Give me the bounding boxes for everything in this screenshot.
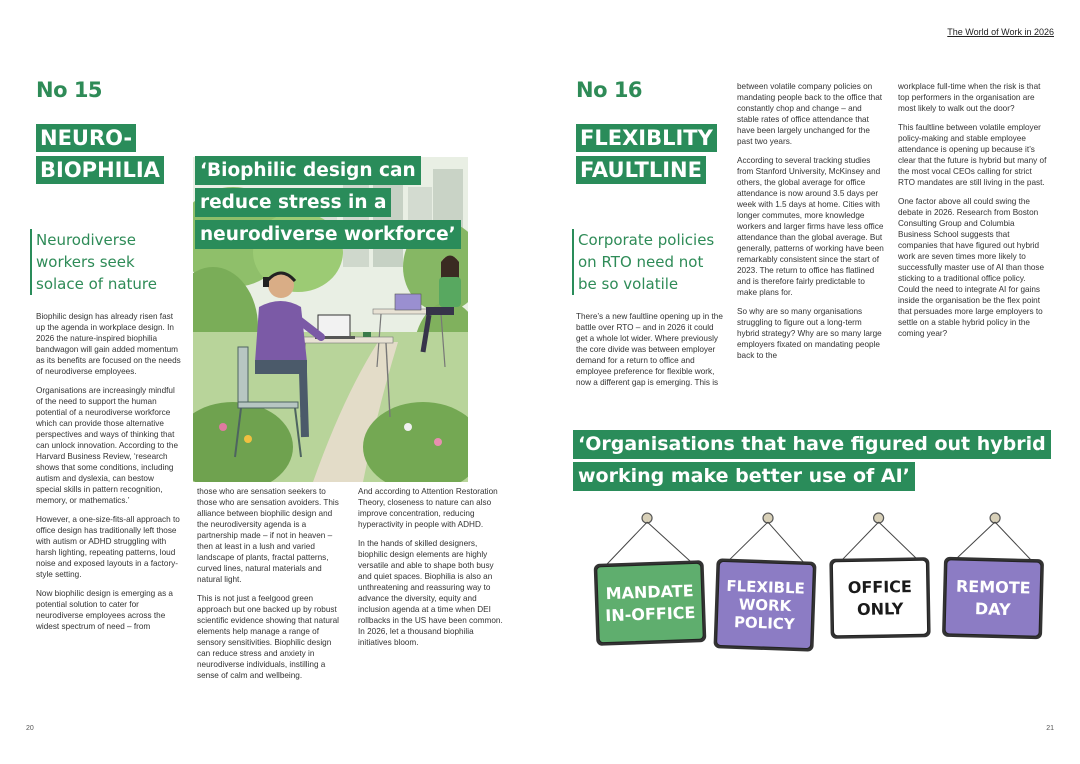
sign-label: IN-OFFICE: [605, 603, 696, 626]
sign-label: WORK: [738, 595, 792, 616]
sign-board: [832, 560, 927, 636]
article-16-title: [576, 124, 717, 188]
standfirst-line: workers seek: [36, 253, 135, 271]
hanging-sign: [592, 511, 707, 646]
title-line: NEURO-: [36, 124, 136, 152]
body-paragraph: This faultline between volatile employer policy-making and stable employee attendance is opening up because it’s clear that the future is hybrid but many of the most vocal CEOs calling for strict RTO mandates are still living in the past.: [898, 123, 1047, 187]
standfirst-line: Neurodiverse: [36, 231, 136, 249]
page-number-right: 21: [1046, 725, 1054, 732]
hook-icon: [763, 513, 773, 523]
hanging-sign: [829, 512, 931, 639]
hanging-sign: [942, 512, 1045, 640]
sign-board: [945, 560, 1041, 636]
body-paragraph: There’s a new faultline opening up in the battle over RTO – and in 2026 it could get a whole lot wider. Where previously the core divide was between employer demand for a return to office and employee preference for flexible work, now a different gap is emerging. This is: [576, 312, 723, 387]
pull-quote-line: ‘Organisations that have figured out hybrid: [573, 430, 1051, 459]
body-paragraph: This is not just a feelgood green approach but one backed up by robust scientific evidence showing that natural elements help manage a range of sensory sensitivities. Biophilic design can reduce stress and anxiety in neurodiverse individuals, instilling a sense of calm and wellbeing.: [197, 594, 339, 680]
standfirst-line: solace of nature: [36, 275, 157, 293]
article-15-number: No 15: [36, 78, 103, 102]
body-paragraph: between volatile company policies on mandating people back to the office that constantly chop and change – and stable rates of office attendance that have been largely unchanged for the past two years.: [737, 82, 883, 146]
title-line: BIOPHILIA: [36, 156, 164, 184]
body-paragraph: In the hands of skilled designers, biophilic design elements are highly versatile and able to shape both busy and quiet spaces. Biophilia is also an unthreatening and reassuring way to advance the diversity, equity and inclusion agenda at a time when DEI rollbacks in the US have been common. In 2026, let a thousand biophilia initiatives bloom.: [358, 539, 503, 647]
article-16-column-3: [898, 81, 1048, 347]
body-paragraph: Organisations are increasingly mindful of the need to support the human potential of a neurodiverse workforce which can provide those alternative perspectives and ways of thinking that can unlock innovation. According to the Harvard Business Review, ‘research shows that some conditions, including autism and dyslexia, can bestow special skills in pattern recognition, memory, or mathematics.’: [36, 386, 179, 505]
body-paragraph: So why are so many organisations struggling to figure out a long-term hybrid strategy? Why are so many large employers fixated on mandating people back to the: [737, 307, 882, 360]
article-16-column-1: [576, 311, 724, 396]
title-line: FAULTLINE: [576, 156, 706, 184]
body-paragraph: One factor above all could swing the debate in 2026. Research from Boston Consulting Group and Columbia Business School suggests that companies that have figured out hybrid work are seven times more likely to successfully master use of AI than those sticking to a traditional office policy. Could the need to integrate AI for gains inside the organisation be the flex point that persuades more large employers to settle on a stable hybrid policy in the coming year?: [898, 197, 1045, 338]
hanging-sign: [713, 511, 818, 651]
article-15-standfirst: [30, 229, 190, 295]
body-paragraph: Biophilic design has already risen fast up the agenda in workplace design. In 2026 the nature-inspired biophilia bandwagon will gain added momentum as its benefits are focused on the needs of neurodiverse employees.: [36, 312, 181, 376]
rto-signs-illustration: [585, 510, 1055, 660]
sign-string: [841, 522, 880, 561]
standfirst-line: be so volatile: [578, 275, 679, 293]
hook-icon: [642, 513, 652, 523]
body-paragraph: workplace full-time when the risk is that top performers in the organisation are most likely to walk out the door?: [898, 82, 1041, 113]
body-paragraph: However, a one-size-fits-all approach to office design has traditionally left those with autism or ADHD struggling with harsh lighting, repeating patterns, loud noise and exposed layouts in a factory-style setting.: [36, 515, 180, 579]
hook-icon: [990, 513, 1000, 523]
pull-quote-line: working make better use of AI’: [573, 462, 915, 491]
sign-string: [879, 521, 918, 560]
sign-label: OFFICE: [847, 577, 913, 598]
sign-string: [604, 522, 648, 565]
running-head: The World of Work in 2026: [947, 27, 1054, 37]
title-line: FLEXIBLITY: [576, 124, 717, 152]
sign-label: MANDATE: [605, 581, 694, 604]
body-paragraph: Now biophilic design is emerging as a potential solution to cater for neurodiverse employees across the widest spectrum of need – from: [36, 589, 173, 631]
article-15-title: [36, 124, 164, 188]
hook-icon: [874, 513, 884, 523]
standfirst-line: on RTO need not: [578, 253, 704, 271]
standfirst-line: Corporate policies: [578, 231, 715, 249]
pull-quote-line: neurodiverse workforce’: [195, 220, 461, 249]
article-15-column-2: [197, 486, 345, 689]
sign-string: [994, 522, 1033, 561]
sign-label: DAY: [974, 599, 1011, 620]
article-16-number: No 16: [576, 78, 643, 102]
body-paragraph: those who are sensation seekers to those who are sensation avoiders. This alliance between biophilic design and the neurodiversity agenda is a partnership made – if not in heaven – then at least in a lush and varied landscape of plants, fractal patterns, curved lines, natural materials and natural light.: [197, 487, 339, 584]
article-16-pull-quote: [573, 430, 1051, 494]
sign-string: [647, 521, 691, 564]
article-15-column-1: [36, 311, 181, 640]
signs-svg: [585, 510, 1055, 660]
sign-string: [767, 522, 806, 563]
sign-label: FLEXIBLE: [726, 576, 806, 598]
article-15-column-3: [358, 486, 506, 656]
article-16-standfirst: [572, 229, 732, 295]
page-number-left: 20: [26, 725, 34, 732]
body-paragraph: According to several tracking studies from Stanford University, McKinsey and others, the global average for office attendance is now around 3.5 days per week with 1.5 days at home. Cities with longer commutes, more knowledge workers and larger firms have less office attendance than the global average. But generally, patterns of working have been remarkably consistent since the start of 2023. The return to office has flatlined and is therefore fairly predictable to make plans for.: [737, 156, 884, 297]
sign-string: [729, 521, 768, 562]
sign-string: [956, 521, 995, 560]
body-paragraph: And according to Attention Restoration Theory, closeness to nature can also improve concentration, reducing hyperactivity in people with ADHD.: [358, 487, 498, 529]
article-15-pull-quote: [195, 156, 461, 252]
sign-label: ONLY: [856, 599, 904, 620]
article-16-column-2: [737, 81, 885, 369]
pull-quote-line: reduce stress in a: [195, 188, 391, 217]
pull-quote-line: ‘Biophilic design can: [195, 156, 421, 185]
sign-label: POLICY: [733, 613, 796, 634]
sign-label: REMOTE: [955, 576, 1031, 598]
